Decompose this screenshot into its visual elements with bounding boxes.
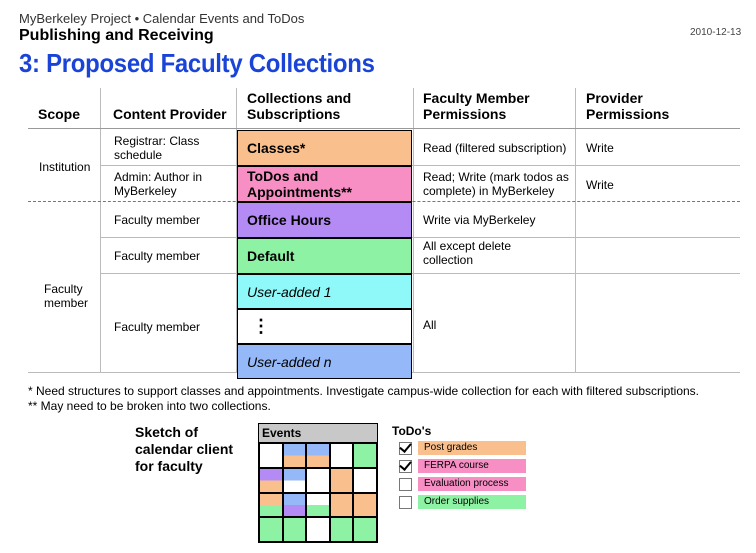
calendar-cell [283, 517, 307, 542]
events-header: Events [259, 424, 377, 443]
calendar-cell [330, 493, 354, 518]
todo-label: Evaluation process [418, 477, 526, 491]
page-title: 3: Proposed Faculty Collections [19, 48, 375, 78]
todos-header: ToDo's [392, 424, 432, 438]
column-header-scope: Scope [38, 106, 81, 122]
footnote-1: * Need structures to support classes and appointments. Investigate campus-wide collection for each with filtered subscriptions. [28, 384, 700, 398]
collection-ellipsis: ⋮ [237, 309, 412, 344]
faculty-perm-cell: Read (filtered subscription) [423, 141, 567, 155]
faculty-perm-cell: All [423, 318, 437, 332]
calendar-cell [330, 468, 354, 493]
calendar-cell [353, 517, 377, 542]
todo-label: Post grades [418, 441, 526, 455]
calendar-cell [259, 517, 283, 542]
provider-perm-cell: Write [586, 178, 614, 192]
collection-classes: Classes* [237, 130, 412, 166]
column-header-faculty-permissions: Faculty Member Permissions [423, 90, 530, 122]
column-header-provider-permissions: Provider Permissions [586, 90, 670, 122]
checkbox-unchecked[interactable] [399, 478, 412, 491]
calendar-cell [306, 493, 330, 518]
todo-item[interactable] [399, 441, 526, 455]
todo-label: FERPA course [418, 459, 526, 473]
calendar-cell [306, 443, 330, 468]
project-label: MyBerkeley Project • Calendar Events and ToDos [19, 11, 305, 26]
provider-cell: Registrar: Class schedule [114, 134, 200, 162]
calendar-cell [259, 443, 283, 468]
sketch-label: Sketch of calendar client for faculty [135, 424, 234, 474]
calendar-cell [259, 468, 283, 493]
checkbox-unchecked[interactable] [399, 496, 412, 509]
date-label: 2010-12-13 [690, 27, 742, 38]
calendar-cell [353, 493, 377, 518]
column-header-collections: Collections and Subscriptions [247, 90, 352, 122]
calendar-cell [330, 517, 354, 542]
collection-todos-appointments: ToDos and Appointments** [237, 166, 412, 202]
calendar-cell [353, 443, 377, 468]
collection-user-added-n: User-added n [237, 344, 412, 379]
checkbox-checked[interactable] [399, 460, 412, 473]
scope-institution: Institution [39, 160, 91, 174]
footnote-2: ** May need to be broken into two collections. [28, 399, 271, 413]
todo-item[interactable] [399, 477, 526, 491]
calendar-cell [306, 517, 330, 542]
collection-default: Default [237, 238, 412, 274]
calendar-cell [283, 493, 307, 518]
collection-user-added-1: User-added 1 [237, 274, 412, 309]
todo-label: Order supplies [418, 495, 526, 509]
events-calendar-sketch [258, 423, 378, 543]
column-header-content-provider: Content Provider [113, 106, 227, 122]
faculty-perm-cell: All except delete collection [423, 239, 512, 267]
provider-perm-cell: Write [586, 141, 614, 155]
calendar-cell [330, 443, 354, 468]
calendar-cell [283, 468, 307, 493]
faculty-perm-cell: Read; Write (mark todos as complete) in MyBerkeley [423, 170, 569, 198]
collection-office-hours: Office Hours [237, 202, 412, 238]
calendar-cell [259, 493, 283, 518]
calendar-cell [353, 468, 377, 493]
calendar-cell [306, 468, 330, 493]
todo-item[interactable] [399, 459, 526, 473]
scope-faculty-member: Faculty member [44, 282, 89, 310]
checkbox-checked[interactable] [399, 442, 412, 455]
todo-item[interactable] [399, 495, 526, 509]
provider-cell: Faculty member [114, 213, 201, 227]
provider-cell: Admin: Author in MyBerkeley [114, 170, 203, 198]
calendar-cell [283, 443, 307, 468]
page-subtitle: Publishing and Receiving [19, 27, 214, 44]
faculty-perm-cell: Write via MyBerkeley [423, 213, 536, 227]
provider-cell: Faculty member [114, 249, 201, 263]
provider-cell: Faculty member [114, 320, 201, 334]
